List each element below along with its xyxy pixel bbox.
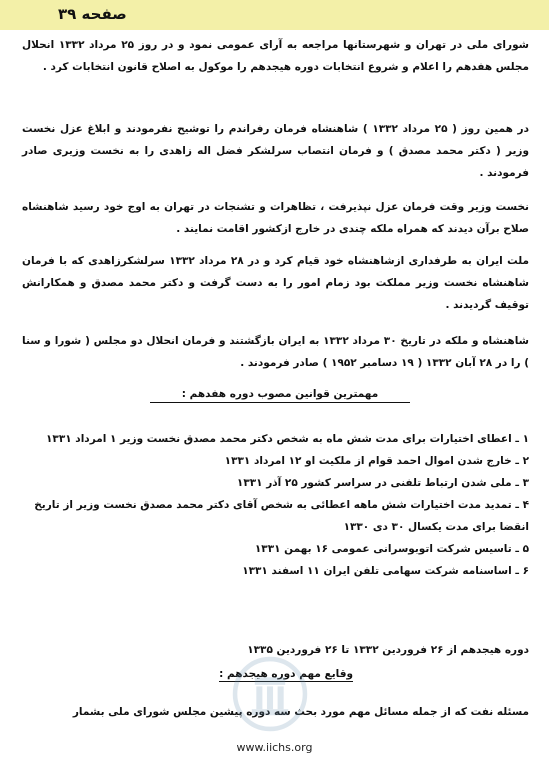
list-item: ۳ ـ ملی شدن ارتباط تلفنی در سراسر کشور ۲۵ آذر ۱۳۳۱ <box>236 477 529 489</box>
page-header-bar <box>0 0 549 30</box>
list-item: ۱ ـ اعطای اختیارات برای مدت شش ماه به شخص دکتر محمد مصدق نخست وزیر ۱ امرداد ۱۳۳۱ <box>46 433 529 445</box>
paragraph-1: شورای ملی در تهران و شهرستانها مراجعه به آرای عمومی نمود و در روز ۲۵ مرداد ۱۳۳۲ انحلال مجلس هفدهم را اعلام و شروع انتخابات دوره هیجدهم را موکول به اصلاح قانون انتخابات کرد . <box>22 39 529 73</box>
page-number: صفحه ۳۹ <box>58 5 127 23</box>
events-heading: وقایع مهم دوره هیجدهم : <box>219 668 353 680</box>
paragraph-4: ملت ایران به طرفداری ازشاهنشاه خود قیام کرد و در ۲۸ مرداد ۱۳۳۲ سرلشکرزاهدی که با فرمان شاهنشاه نخست وزیر مملکت بود زمام امور را به دست گرفت و دکتر محمد مصدق و همکارانش توقیف گردیدند . <box>22 255 529 311</box>
laws-list <box>22 428 529 582</box>
paragraph-3: نخست وزیر وقت فرمان عزل نپذیرفت ، تظاهرات و تشنجات در تهران به اوج خود رسید شاهنشاه صلاح برآن دیدند که همراه ملکه چندی در خارج ازکشور اقامت نمایند . <box>22 201 529 235</box>
list-item: ۵ ـ تاسیس شرکت اتوبوسرانی عمومی ۱۶ بهمن ۱۳۳۱ <box>254 543 529 555</box>
site-url: www.iichs.org <box>236 741 313 754</box>
list-item: ۲ ـ خارج شدن اموال احمد قوام از ملکیت او ۱۲ امرداد ۱۳۳۱ <box>224 455 529 467</box>
watermark-logo-icon <box>232 656 308 732</box>
paragraph-last: مسئله نفت که از جمله مسائل مهم مورد بحث سه دوره پیشین مجلس شورای ملی بشمار <box>72 706 529 718</box>
list-item: ۶ ـ اساسنامه شرکت سهامی تلفن ایران ۱۱ اسفند ۱۳۳۱ <box>242 565 529 577</box>
laws-heading: مهمترین قوانین مصوب دوره هفدهم : <box>150 388 410 403</box>
paragraph-2: در همین روز ( ۲۵ مرداد ۱۳۳۲ ) شاهنشاه فرمان رفراندم را توشیح نفرمودند و ابلاغ عزل نخست وزیر ( دکتر محمد مصدق ) و فرمان انتصاب سرلشکر فضل اله زاهدی را به نخست وزیری صادر فرمودند . <box>22 123 529 179</box>
paragraph-5: شاهنشاه و ملکه در تاریخ ۳۰ مرداد ۱۳۳۲ به ایران بازگشتند و فرمان انحلال دو مجلس ( شورا و سنا ) را در ۲۸ آبان ۱۳۳۲ ( ۱۹ دسامبر ۱۹۵۲ ) صادر فرمودند . <box>22 335 529 369</box>
period-line: دوره هیجدهم از ۲۶ فروردین ۱۳۳۲ تا ۲۶ فروردین ۱۳۳۵ <box>247 644 529 656</box>
list-item: ۴ ـ تمدید مدت اختیارات شش ماهه اعطائی به شخص آقای دکتر محمد مصدق نخست وزیر از تاریخ انقضا برای مدت یکسال ۳۰ دی ۱۳۳۰ <box>34 499 529 533</box>
